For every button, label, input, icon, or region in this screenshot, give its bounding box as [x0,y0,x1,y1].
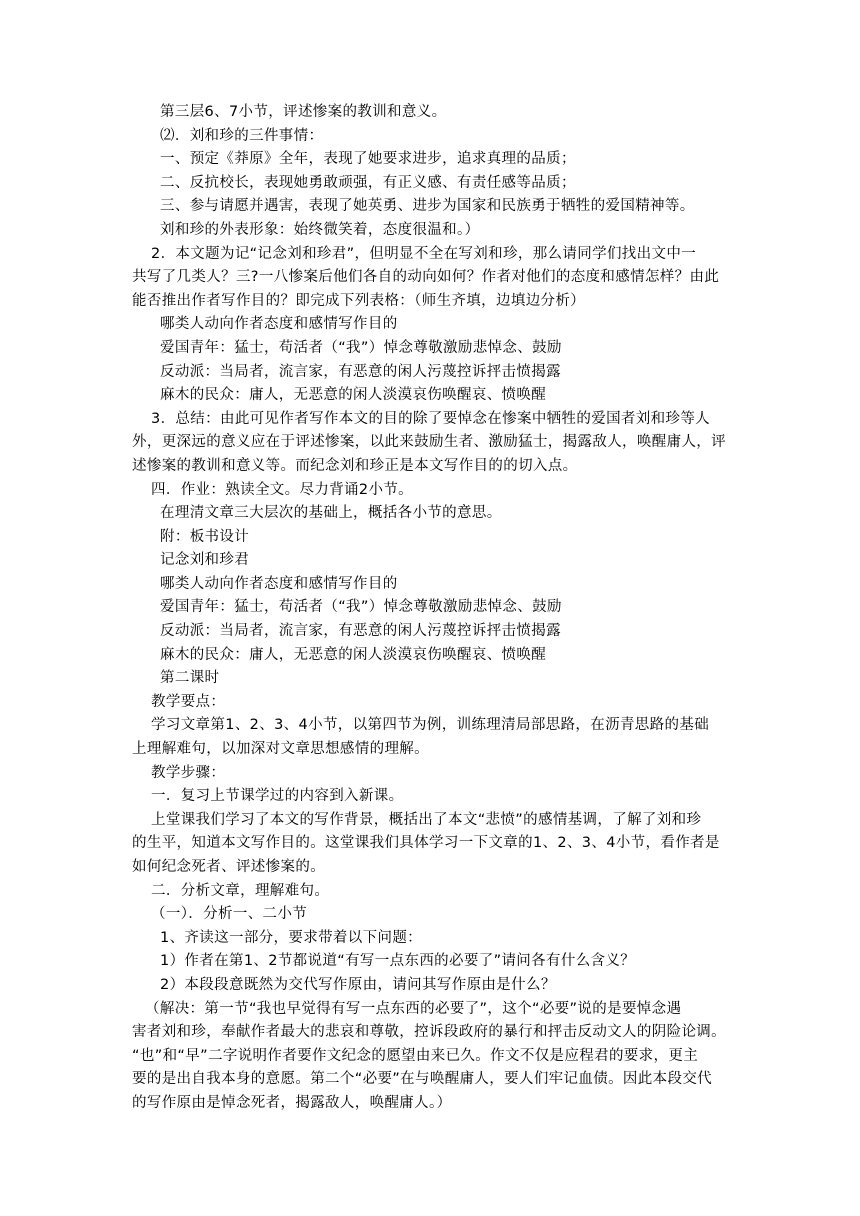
text-line: （解决：第一节“我也早觉得有写一点东西的必要了”，这个“必要”说的是要悼念遇 [145,1000,682,1017]
text-line: 教学步骤： [151,764,226,781]
text-line: 上堂课我们学习了本文的写作背景，概括出了本文“悲愤”的感情基调，了解了刘和珍 [151,811,702,828]
text-line: 教学要点： [151,693,226,710]
text-line: 外，更深远的意义应在于评述惨案，以此来鼓励生者、激励猛士，揭露敌人，唤醒庸人，评 [132,434,726,451]
text-line: 上理解难句，以加深对文章思想感情的理解。 [132,741,429,758]
text-line: 哪类人动向作者态度和感情写作目的 [160,575,398,592]
text-line: 反动派：当局者，流言家，有恶意的闲人污蔑控诉抨击愤揭露 [160,623,561,640]
text-line: “也”和“早”二字说明作者要作文纪念的愿望由来已久。作文不仅是应程君的要求，更主 [132,1047,699,1064]
text-line: 爱国青年：猛士，苟活者（“我”）悼念尊敬激励悲悼念、鼓励 [160,339,562,356]
text-line: 麻木的民众：庸人，无恶意的闲人淡漠哀伤唤醒哀、愤唤醒 [160,387,547,404]
text-line: 哪类人动向作者态度和感情写作目的 [160,316,398,333]
text-line: 害者刘和珍，奉献作者最大的悲哀和尊敬，控诉段政府的暴行和抨击反动文人的阴险论调。 [132,1024,726,1041]
text-line: 第三层6、7小节，评述惨案的教训和意义。 [160,104,447,120]
text-line: ⑵．刘和珍的三件事情： [160,127,324,144]
text-line: 四．作业：熟读全文。尽力背诵2小节。 [151,481,414,498]
text-line: 一、预定《莽原》全年，表现了她要求进步，追求真理的品质； [160,151,576,168]
text-line: 反动派：当局者，流言家，有恶意的闲人污蔑控诉抨击愤揭露 [160,363,561,380]
text-line: 记念刘和珍君 [160,552,250,569]
text-line: 述惨案的教训和意义等。而纪念刘和珍正是本文写作目的的切入点。 [132,457,578,474]
text-line: 能否推出作者写作目的？即完成下列表格：（师生齐填，边填边分析） [132,292,586,309]
text-line: 刘和珍的外表形象：始终微笑着，态度很温和。） [160,221,480,238]
text-line: 爱国青年：猛士，苟活者（“我”）悼念尊敬激励悲悼念、鼓励 [160,599,562,616]
text-line: 一．复习上节课学过的内容到入新课。 [151,788,404,805]
text-line: 的生平，知道本文写作目的。这堂课我们具体学习一下文章的1、2、3、4小节，看作者是 [132,835,720,852]
text-line: 附：板书设计 [160,528,250,545]
text-line: 如何纪念死者、评述惨案的。 [132,859,326,875]
text-line: 2．本文题为记“记念刘和珍君”，但明显不全在写刘和珍，那么请同学们找出文中一 [151,245,697,262]
text-line: 要的是出自我本身的意愿。第二个“必要”在与唤醒庸人，要人们牢记血债。因此本段交代 [132,1071,713,1088]
document-body [0,101,860,1116]
text-line: 1、齐读这一部分，要求带着以下问题： [160,929,423,946]
text-line: （一）．分析一、二小节 [151,906,308,923]
text-line: 二．分析文章，理解难句。 [151,882,330,899]
text-line: 第二课时 [160,670,220,687]
text-line: 3．总结：由此可见作者写作本文的目的除了要悼念在惨案中牺牲的爱国者刘和珍等人 [151,410,711,427]
text-line: 麻木的民众：庸人，无恶意的闲人淡漠哀伤唤醒哀、愤唤醒 [160,646,547,663]
text-line: 二、反抗校长，表现她勇敢顽强，有正义感、有责任感等品质； [160,174,576,191]
text-line: 共写了几类人？三?一八惨案后他们各自的动向如何？作者对他们的态度和感情怎样？由此 [132,269,720,286]
text-line: 2）本段段意既然为交代写作原由，请问其写作原由是什么？ [160,976,556,993]
text-line: 的写作原由是悼念死者，揭露敌人，唤醒庸人。） [132,1094,452,1111]
text-line: 在理清文章三大层次的基础上，概括各小节的意思。 [160,505,502,522]
text-line: 三、参与请愿并遇害，表现了她英勇、进步为国家和民族勇于牺牲的爱国精神等。 [160,198,695,215]
text-line: 1）作者在第1、2节都说道“有写一点东西的必要了”请问各有什么含义？ [160,953,636,970]
text-line: 学习文章第1、2、3、4小节，以第四节为例，训练理清局部思路，在沥青思路的基础 [151,717,710,734]
